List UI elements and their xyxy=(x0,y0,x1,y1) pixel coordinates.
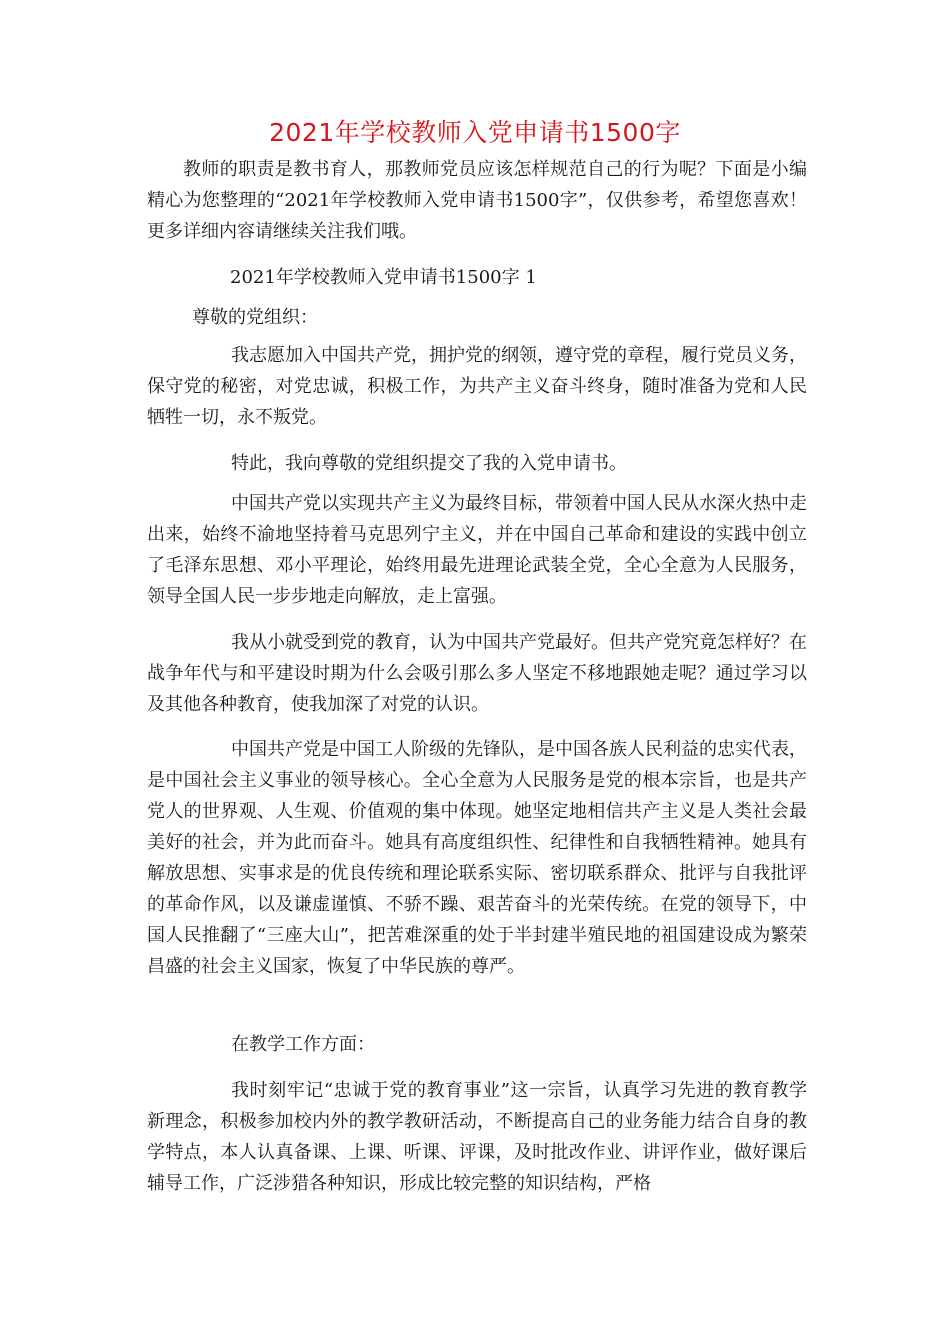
body-paragraph-7: 我时刻牢记“忠诚于党的教育事业”这一宗旨，认真学习先进的教育教学新理念，积极参加校内外的教学教研活动，不断提高自己的业务能力结合自身的教学特点，本人认真备课、上课、听课、评课，及时批改作业、讲评作业，做好课后辅导工作，广泛涉猎各种知识，形成比较完整的知识结构，严格 xyxy=(147,1080,807,1194)
section-heading-teaching: 在教学工作方面： xyxy=(231,1034,375,1055)
section-subheading: 2021年学校教师入党申请书1500字 1 xyxy=(230,267,537,288)
body-paragraph-1: 我志愿加入中国共产党，拥护党的纲领，遵守党的章程，履行党员义务，保守党的秘密，对党忠诚，积极工作，为共产主义奋斗终身，随时准备为党和人民牺牲一切，永不叛党。 xyxy=(147,345,807,428)
body-paragraph-4: 我从小就受到党的教育，认为中国共产党最好。但共产党究竟怎样好？在战争年代与和平建设时期为什么会吸引那么多人坚定不移地跟她走呢？通过学习以及其他各种教育，使我加深了对党的认识。 xyxy=(147,632,807,715)
document-title: 2021年学校教师入党申请书1500字 xyxy=(269,118,681,147)
salutation: 尊敬的党组织： xyxy=(192,307,318,328)
body-paragraph-2: 特此，我向尊敬的党组织提交了我的入党申请书。 xyxy=(231,453,627,474)
intro-paragraph: 教师的职责是教书育人，那教师党员应该怎样规范自己的行为呢？下面是小编精心为您整理的“2021年学校教师入党申请书1500字”，仅供参考，希望您喜欢！更多详细内容请继续关注我们哦。 xyxy=(147,159,807,242)
body-paragraph-3: 中国共产党以实现共产主义为最终目标，带领着中国人民从水深火热中走出来，始终不渝地坚持着马克思列宁主义，并在中国自己革命和建设的实践中创立了毛泽东思想、邓小平理论，始终用最先进理论武装全党，全心全意为人民服务，领导全国人民一步步地走向解放，走上富强。 xyxy=(147,493,807,607)
body-paragraph-5: 中国共产党是中国工人阶级的先锋队，是中国各族人民利益的忠实代表，是中国社会主义事业的领导核心。全心全意为人民服务是党的根本宗旨，也是共产党人的世界观、人生观、价值观的集中体现。她坚定地相信共产主义是人类社会最美好的社会，并为此而奋斗。她具有高度组织性、纪律性和自我牺牲精神。她具有解放思想、实事求是的优良传统和理论联系实际、密切联系群众、批评与自我批评的革命作风，以及谦虚谨慎、不骄不躁、艰苦奋斗的光荣传统。在党的领导下，中国人民推翻了“三座大山”，把苦难深重的处于半封建半殖民地的祖国建设成为繁荣昌盛的社会主义国家，恢复了中华民族的尊严。 xyxy=(147,739,807,977)
